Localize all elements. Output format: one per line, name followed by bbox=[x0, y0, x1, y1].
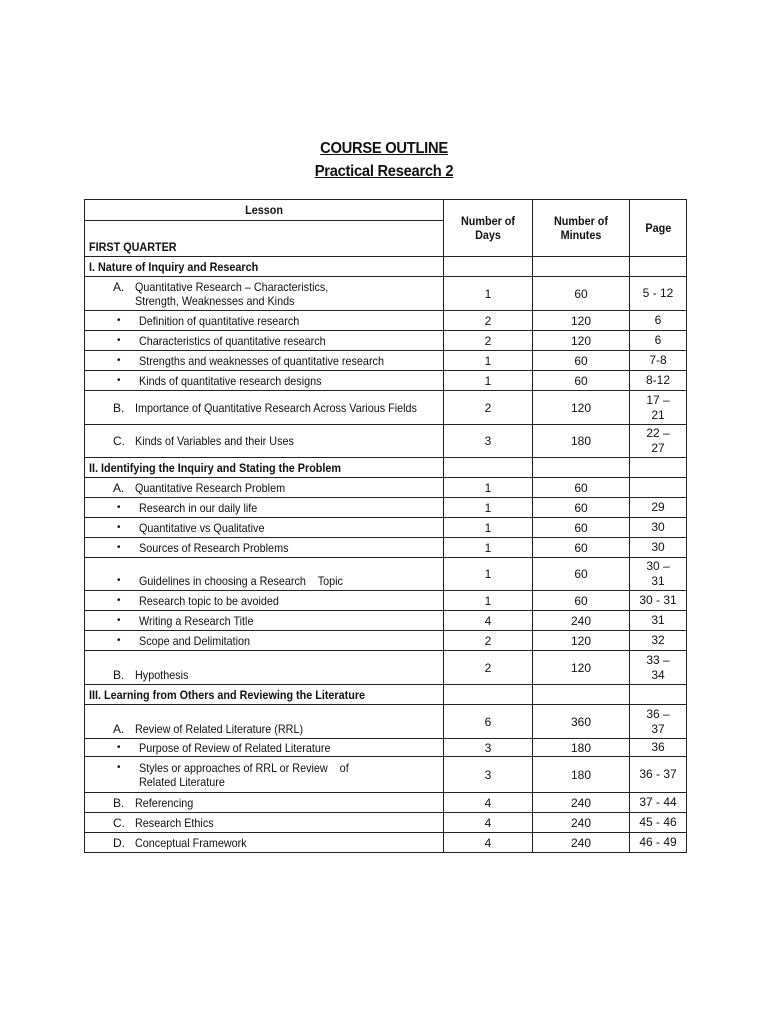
header-page: Page bbox=[630, 200, 687, 257]
page-subtitle: Practical Research 2 bbox=[314, 163, 454, 180]
table-row: • Definition of quantitative research 2 120 6 bbox=[85, 311, 687, 331]
section-row: I. Nature of Inquiry and Research bbox=[85, 257, 687, 277]
page-title: COURSE OUTLINE bbox=[320, 140, 448, 157]
table-row: • Strengths and weaknesses of quantitative research 1 60 7-8 bbox=[85, 351, 687, 371]
table-row: • Quantitative vs Qualitative 1 60 30 bbox=[85, 518, 687, 538]
section-row: III. Learning from Others and Reviewing the Literature bbox=[85, 685, 687, 705]
course-outline-table bbox=[84, 199, 687, 853]
table-row: B. Hypothesis 2 120 33 – 34 bbox=[85, 651, 687, 685]
table-row: • Guidelines in choosing a Research Topic 1 60 30 – 31 bbox=[85, 558, 687, 591]
table-row: A. Review of Related Literature (RRL) 6 360 36 – 37 bbox=[85, 705, 687, 739]
table-row: • Sources of Research Problems 1 60 30 bbox=[85, 538, 687, 558]
table-row: • Styles or approaches of RRL or Review of Related Literature 3 180 36 - 37 bbox=[85, 757, 687, 793]
table-row: • Scope and Delimitation 2 120 32 bbox=[85, 631, 687, 651]
quarter-label: FIRST QUARTER bbox=[85, 221, 444, 257]
table-row: C. Kinds of Variables and their Uses 3 180 22 – 27 bbox=[85, 425, 687, 458]
table-row: B. Importance of Quantitative Research Across Various Fields 2 120 17 – 21 bbox=[85, 391, 687, 425]
section-row: II. Identifying the Inquiry and Stating the Problem bbox=[85, 458, 687, 478]
table-row: A. Quantitative Research – Characteristics, Strength, Weaknesses and Kinds 1 60 5 - 12 bbox=[85, 277, 687, 311]
table-row: • Kinds of quantitative research designs 1 60 8-12 bbox=[85, 371, 687, 391]
table-row: • Purpose of Review of Related Literature 3 180 36 bbox=[85, 739, 687, 757]
table-row: C. Research Ethics 4 240 45 - 46 bbox=[85, 813, 687, 833]
table-row: • Writing a Research Title 4 240 31 bbox=[85, 611, 687, 631]
table-row: • Characteristics of quantitative research 2 120 6 bbox=[85, 331, 687, 351]
header-lesson: Lesson bbox=[85, 200, 444, 221]
table-row: • Research in our daily life 1 60 29 bbox=[85, 498, 687, 518]
header-days: Number of Days bbox=[444, 200, 533, 257]
table-row: A. Quantitative Research Problem 1 60 bbox=[85, 478, 687, 498]
table-row: D. Conceptual Framework 4 240 46 - 49 bbox=[85, 833, 687, 853]
table-row: • Research topic to be avoided 1 60 30 - 31 bbox=[85, 591, 687, 611]
header-minutes: Number of Minutes bbox=[533, 200, 630, 257]
table-row: B. Referencing 4 240 37 - 44 bbox=[85, 793, 687, 813]
